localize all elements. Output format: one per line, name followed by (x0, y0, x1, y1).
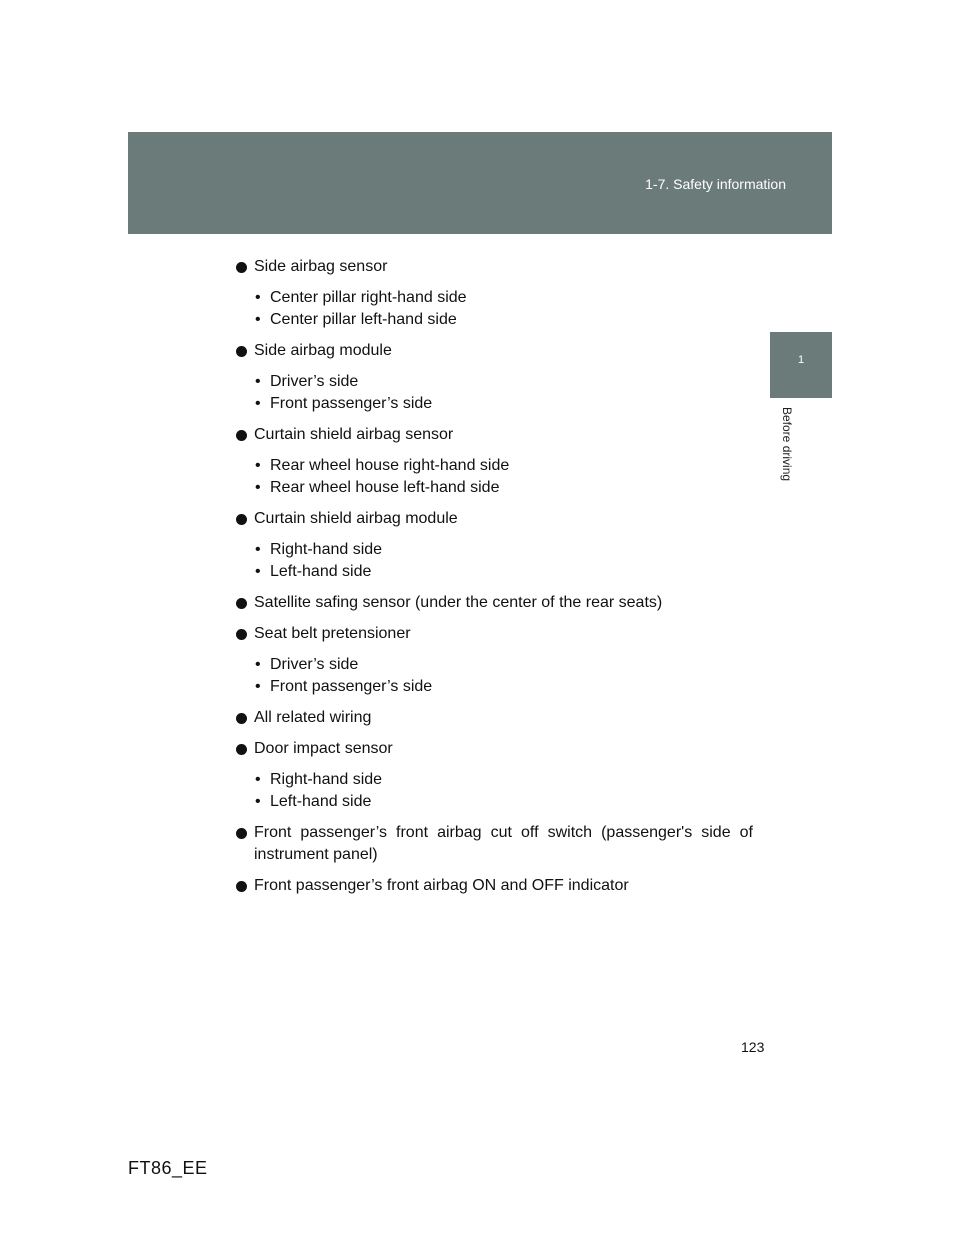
bullet-icon (236, 346, 247, 357)
sub-bullet: • (255, 373, 261, 390)
sub-list-item-text: Left-hand side (270, 793, 372, 810)
sub-bullet: • (255, 771, 261, 788)
page-number: 123 (741, 1039, 765, 1055)
section-title: 1-7. Safety information (645, 176, 786, 192)
sub-list-item (233, 654, 753, 676)
sub-list-item (233, 769, 753, 791)
list-item (233, 340, 753, 362)
list-item-text: Curtain shield airbag sensor (254, 426, 454, 443)
list-item (233, 508, 753, 530)
sub-bullet: • (255, 563, 261, 580)
sub-list-item (233, 676, 753, 698)
sub-list-item (233, 455, 753, 477)
sub-list (233, 539, 753, 583)
list-item-text: Satellite safing sensor (under the center of the rear seats) (254, 594, 663, 611)
sub-list-item-text: Right-hand side (270, 771, 383, 788)
bullet-icon (236, 881, 247, 892)
sub-list-item (233, 791, 753, 813)
sub-list-item (233, 393, 753, 415)
list-item (233, 424, 753, 446)
sub-list-item (233, 477, 753, 499)
list-item (233, 738, 753, 760)
sub-list-item-text: Front passenger’s side (270, 678, 433, 695)
list-item (233, 592, 753, 614)
list-item-text: Front passenger’s front airbag ON and OFF indicator (254, 877, 629, 894)
list-item-text: All related wiring (254, 709, 372, 726)
sub-bullet: • (255, 311, 261, 328)
sub-list (233, 287, 753, 331)
sub-list-item-text: Center pillar left-hand side (270, 311, 457, 328)
sub-list (233, 455, 753, 499)
list-item (233, 822, 753, 866)
sub-list-item (233, 561, 753, 583)
list-item-text: Seat belt pretensioner (254, 625, 411, 642)
sub-list (233, 769, 753, 813)
sub-bullet: • (255, 793, 261, 810)
sub-list-item-text: Rear wheel house left-hand side (270, 479, 500, 496)
bullet-icon (236, 430, 247, 441)
sub-list-item (233, 371, 753, 393)
sub-list-item (233, 287, 753, 309)
sub-bullet: • (255, 395, 261, 412)
list-item-text: Curtain shield airbag module (254, 510, 458, 527)
sub-bullet: • (255, 678, 261, 695)
document-code: FT86_EE (128, 1158, 208, 1178)
sub-bullet: • (255, 656, 261, 673)
sub-bullet: • (255, 479, 261, 496)
bullet-icon (236, 514, 247, 525)
airbag-components-list (233, 256, 753, 906)
sub-list-item-text: Driver’s side (270, 656, 359, 673)
sub-bullet: • (255, 457, 261, 474)
bullet-icon (236, 629, 247, 640)
sub-list-item-text: Rear wheel house right-hand side (270, 457, 510, 474)
sub-list (233, 371, 753, 415)
bullet-icon (236, 713, 247, 724)
sub-list-item-text: Front passenger’s side (270, 395, 433, 412)
bullet-icon (236, 744, 247, 755)
bullet-icon (236, 262, 247, 273)
sub-list-item-text: Right-hand side (270, 541, 383, 558)
sub-list (233, 654, 753, 698)
sub-bullet: • (255, 289, 261, 306)
list-item (233, 256, 753, 278)
sub-list-item (233, 539, 753, 561)
header-band (128, 132, 832, 234)
list-item-text: Door impact sensor (254, 740, 393, 757)
sub-bullet: • (255, 541, 261, 558)
list-item (233, 623, 753, 645)
list-item (233, 875, 753, 897)
chapter-tab (770, 332, 832, 398)
chapter-label: Before driving (780, 407, 794, 482)
sub-list-item-text: Center pillar right-hand side (270, 289, 467, 306)
list-item-text: Side airbag sensor (254, 258, 388, 275)
bullet-icon (236, 598, 247, 609)
list-item-text: Front passenger’s front airbag cut off switch (passenger's side of instrument panel) (254, 824, 753, 863)
sub-list-item-text: Left-hand side (270, 563, 372, 580)
list-item (233, 707, 753, 729)
chapter-number: 1 (797, 354, 805, 366)
sub-list-item (233, 309, 753, 331)
list-item-text: Side airbag module (254, 342, 392, 359)
bullet-icon (236, 828, 247, 839)
sub-list-item-text: Driver’s side (270, 373, 359, 390)
